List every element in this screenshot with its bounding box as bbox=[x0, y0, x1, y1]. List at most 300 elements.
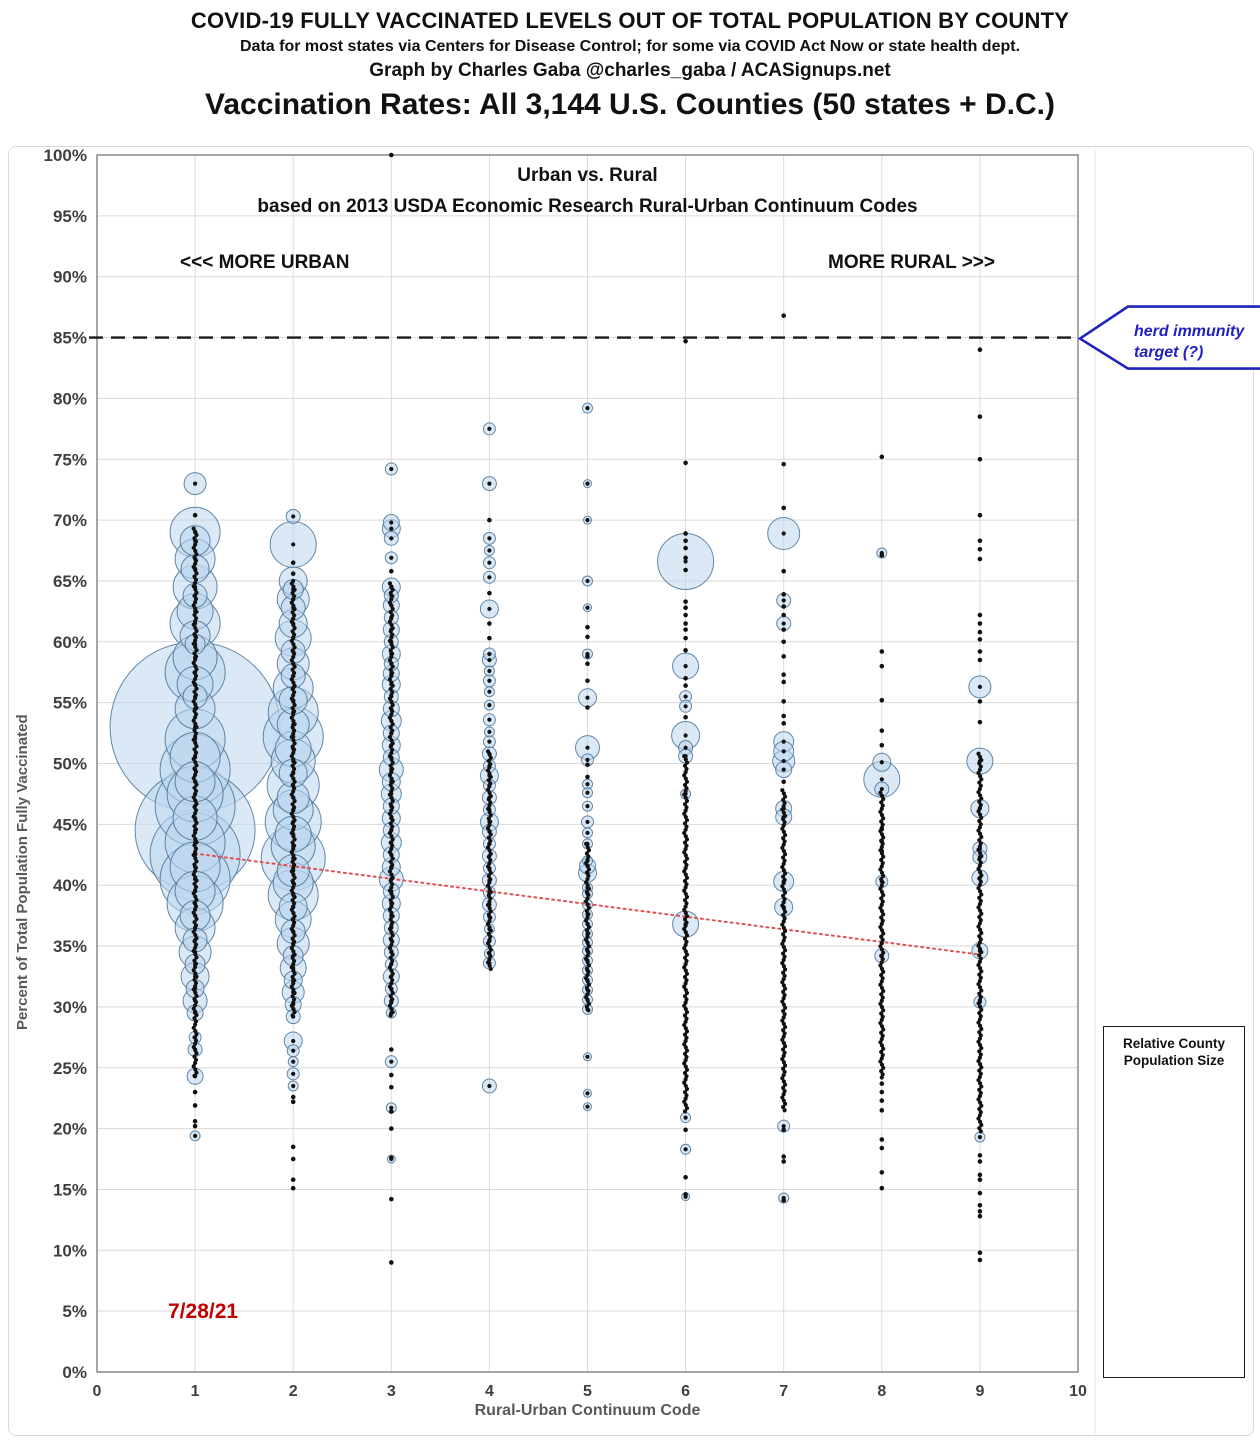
county-dot bbox=[880, 1075, 884, 1079]
bubble-center-dot bbox=[487, 669, 491, 673]
county-dot bbox=[683, 531, 688, 536]
bubble-center-dot bbox=[291, 698, 295, 702]
county-dot bbox=[781, 1154, 786, 1159]
county-dot bbox=[683, 676, 688, 681]
bubble-center-dot bbox=[193, 950, 197, 954]
county-dot bbox=[291, 1095, 296, 1100]
bubble-center-dot bbox=[291, 868, 295, 872]
y-tick-label: 75% bbox=[52, 450, 87, 470]
bubble-center-dot bbox=[389, 1106, 393, 1110]
bubble-center-dot bbox=[291, 1049, 295, 1053]
bubble-center-dot bbox=[389, 1157, 393, 1161]
bubble-center-dot bbox=[193, 1134, 197, 1138]
bubble-center-dot bbox=[782, 531, 786, 535]
bubble-center-dot bbox=[585, 1091, 589, 1095]
bubble-center-dot bbox=[487, 561, 491, 565]
bubble-center-dot bbox=[291, 929, 295, 933]
bubble-center-dot bbox=[978, 1000, 982, 1004]
county-dot bbox=[880, 728, 885, 733]
bubble-center-dot bbox=[487, 739, 491, 743]
bubble-center-dot bbox=[487, 536, 491, 540]
bubble-center-dot bbox=[291, 686, 295, 690]
x-tick-label: 0 bbox=[92, 1383, 102, 1400]
bubble-center-dot bbox=[193, 914, 197, 918]
herd-immunity-label-line2: target (?) bbox=[1134, 344, 1204, 361]
bubble-center-dot bbox=[389, 694, 393, 698]
county-dot bbox=[978, 1250, 983, 1255]
bubble-center-dot bbox=[193, 530, 197, 534]
bubble-center-dot bbox=[978, 876, 982, 880]
county-dot bbox=[880, 849, 885, 854]
bubble-center-dot bbox=[291, 893, 295, 897]
bubble-center-dot bbox=[291, 783, 295, 787]
county-dot bbox=[487, 636, 492, 641]
bubble-center-dot bbox=[291, 759, 295, 763]
bubble-center-dot bbox=[291, 1084, 295, 1088]
bubble-center-dot bbox=[684, 746, 688, 750]
bubble-center-dot bbox=[291, 771, 295, 775]
bubble-center-dot bbox=[291, 1002, 295, 1006]
bubble-center-dot bbox=[389, 1011, 393, 1015]
bubble-center-dot bbox=[389, 585, 393, 589]
bubble-center-dot bbox=[193, 901, 197, 905]
bubble-center-dot bbox=[291, 597, 295, 601]
bubble-center-dot bbox=[487, 427, 491, 431]
bubble-center-dot bbox=[193, 682, 197, 686]
county-dot bbox=[489, 967, 493, 971]
bubble-center-dot bbox=[487, 808, 491, 812]
county-dot bbox=[683, 599, 688, 604]
date-label: 7/28/21 bbox=[168, 1300, 239, 1323]
y-tick-label: 10% bbox=[52, 1241, 87, 1261]
bubble-center-dot bbox=[193, 1047, 197, 1051]
bubble-center-dot bbox=[389, 707, 393, 711]
county-dot bbox=[683, 1175, 688, 1180]
bubble-center-dot bbox=[585, 842, 589, 846]
bubble-center-dot bbox=[291, 820, 295, 824]
x-tick-label: 7 bbox=[779, 1383, 789, 1400]
x-tick-label: 5 bbox=[583, 1383, 592, 1400]
bubble-center-dot bbox=[782, 1196, 786, 1200]
y-tick-label: 100% bbox=[43, 146, 87, 165]
bubble-center-dot bbox=[193, 539, 197, 543]
bubble-center-dot bbox=[585, 1105, 589, 1109]
bubble-center-dot bbox=[585, 968, 589, 972]
bubble-center-dot bbox=[880, 760, 884, 764]
bubble-center-dot bbox=[585, 804, 589, 808]
county-dot bbox=[781, 640, 786, 645]
county-dot bbox=[979, 1129, 983, 1133]
county-dot bbox=[978, 637, 983, 642]
bubble-center-dot bbox=[782, 905, 786, 909]
bubble-center-dot bbox=[389, 828, 393, 832]
bubble-center-dot bbox=[389, 974, 393, 978]
county-dot bbox=[585, 678, 590, 683]
bubble-center-dot bbox=[291, 621, 295, 625]
bubble-center-dot bbox=[487, 679, 491, 683]
x-tick-label: 10 bbox=[1069, 1383, 1087, 1400]
bubble-center-dot bbox=[978, 949, 982, 953]
bubble-center-dot bbox=[193, 877, 197, 881]
bubble-center-dot bbox=[291, 1072, 295, 1076]
bubble-center-dot bbox=[291, 832, 295, 836]
bubble-center-dot bbox=[684, 1195, 688, 1199]
county-dot bbox=[880, 664, 885, 669]
bubble-center-dot bbox=[585, 988, 589, 992]
x-tick-label: 4 bbox=[484, 1383, 494, 1400]
county-dot bbox=[193, 1119, 198, 1124]
bubble-center-dot bbox=[978, 806, 982, 810]
county-dot bbox=[880, 1081, 885, 1086]
bubble-center-dot bbox=[291, 514, 295, 518]
county-dot bbox=[978, 720, 983, 725]
bubble-center-dot bbox=[291, 966, 295, 970]
county-dot bbox=[781, 699, 786, 704]
county-dot bbox=[683, 339, 688, 344]
bubble-center-dot bbox=[585, 746, 589, 750]
more-urban-annotation: <<< MORE URBAN bbox=[180, 252, 350, 273]
county-dot bbox=[389, 153, 394, 158]
y-tick-label: 25% bbox=[52, 1058, 87, 1078]
bubble-center-dot bbox=[291, 542, 295, 546]
bubble-center-dot bbox=[389, 662, 393, 666]
x-tick-label: 1 bbox=[190, 1383, 200, 1400]
county-dot bbox=[487, 591, 492, 596]
bubble-center-dot bbox=[389, 682, 393, 686]
bubble-center-dot bbox=[389, 767, 393, 771]
bubble-center-dot bbox=[782, 767, 786, 771]
bubble-center-dot bbox=[880, 787, 884, 791]
bubble-center-dot bbox=[193, 656, 197, 660]
bubble-center-dot bbox=[487, 866, 491, 870]
bubble-center-dot bbox=[389, 999, 393, 1003]
y-tick-label: 65% bbox=[52, 571, 87, 591]
bubble-center-dot bbox=[585, 940, 589, 944]
bubble-center-dot bbox=[291, 990, 295, 994]
bubble-center-dot bbox=[880, 954, 884, 958]
county-dot bbox=[781, 654, 786, 659]
bubble-center-dot bbox=[585, 820, 589, 824]
credit-line: Graph by Charles Gaba @charles_gaba / ACASignups.net bbox=[369, 60, 891, 81]
bubble-center-dot bbox=[782, 598, 786, 602]
y-tick-label: 35% bbox=[52, 937, 87, 957]
bubble-center-dot bbox=[193, 1035, 197, 1039]
bubble-center-dot bbox=[585, 922, 589, 926]
bubble-center-dot bbox=[389, 877, 393, 881]
bubble-center-dot bbox=[487, 854, 491, 858]
county-dot bbox=[781, 672, 786, 677]
bubble-center-dot bbox=[389, 853, 393, 857]
county-dot bbox=[585, 661, 590, 666]
bubble-center-dot bbox=[193, 557, 197, 561]
bubble-center-dot bbox=[291, 735, 295, 739]
county-dot bbox=[978, 1153, 983, 1158]
bubble-center-dot bbox=[389, 640, 393, 644]
y-tick-label: 85% bbox=[52, 328, 87, 348]
herd-immunity-label-line1: herd immunity bbox=[1134, 323, 1245, 340]
legend-title-line2: Population Size bbox=[1123, 1053, 1225, 1068]
bubble-center-dot bbox=[487, 703, 491, 707]
bubble-center-dot bbox=[880, 879, 884, 883]
y-tick-label: 5% bbox=[62, 1302, 87, 1322]
x-tick-label: 2 bbox=[288, 1383, 298, 1400]
bubble-center-dot bbox=[291, 662, 295, 666]
bubble-center-dot bbox=[585, 481, 589, 485]
bubble-center-dot bbox=[193, 567, 197, 571]
county-dot bbox=[683, 715, 688, 720]
bubble-center-dot bbox=[978, 759, 982, 763]
county-dot bbox=[978, 457, 983, 462]
bubble-center-dot bbox=[389, 556, 393, 560]
county-dot bbox=[781, 714, 786, 719]
bubble-center-dot bbox=[585, 871, 589, 875]
bubble-center-dot bbox=[389, 719, 393, 723]
county-dot bbox=[683, 627, 688, 632]
bubble-center-dot bbox=[487, 783, 491, 787]
county-dot bbox=[978, 547, 983, 552]
county-dot bbox=[389, 1197, 394, 1202]
bubble-center-dot bbox=[389, 467, 393, 471]
bubble-center-dot bbox=[291, 747, 295, 751]
bubble-center-dot bbox=[978, 685, 982, 689]
bubble-center-dot bbox=[585, 579, 589, 583]
county-dot bbox=[978, 538, 983, 543]
county-dot bbox=[389, 1260, 394, 1265]
county-dot bbox=[880, 839, 885, 844]
county-dot bbox=[683, 568, 688, 573]
county-dot bbox=[978, 649, 983, 654]
county-dot bbox=[585, 705, 590, 710]
county-dot bbox=[781, 313, 786, 318]
bubble-center-dot bbox=[291, 905, 295, 909]
county-dot bbox=[291, 1186, 296, 1191]
bubble-center-dot bbox=[684, 792, 688, 796]
bubble-center-dot bbox=[389, 731, 393, 735]
bubble-center-dot bbox=[389, 652, 393, 656]
bubble-center-dot bbox=[389, 792, 393, 796]
bubble-center-dot bbox=[487, 878, 491, 882]
bubble-center-dot bbox=[487, 752, 491, 756]
bubble-center-dot bbox=[684, 754, 688, 758]
population-size-legend bbox=[1103, 1026, 1245, 1378]
bubble-center-dot bbox=[487, 842, 491, 846]
bubble-center-dot bbox=[880, 777, 884, 781]
x-tick-label: 6 bbox=[681, 1383, 691, 1400]
bubble-center-dot bbox=[684, 1116, 688, 1120]
bubble-center-dot bbox=[487, 915, 491, 919]
county-dot bbox=[291, 1100, 296, 1105]
x-axis-title: Rural-Urban Continuum Code bbox=[474, 1402, 701, 1419]
y-tick-label: 30% bbox=[52, 997, 87, 1017]
bubble-center-dot bbox=[978, 855, 982, 859]
bubble-center-dot bbox=[291, 1060, 295, 1064]
county-dot bbox=[291, 571, 296, 576]
county-dot bbox=[389, 1047, 394, 1052]
county-dot bbox=[880, 1137, 885, 1142]
bubble-center-dot bbox=[389, 926, 393, 930]
county-dot bbox=[781, 721, 786, 726]
bubble-center-dot bbox=[291, 942, 295, 946]
bubble-center-dot bbox=[389, 603, 393, 607]
bubble-center-dot bbox=[389, 520, 393, 524]
bubble-center-dot bbox=[389, 628, 393, 632]
bubble-center-dot bbox=[193, 737, 197, 741]
bubble-center-dot bbox=[291, 674, 295, 678]
county-dot bbox=[683, 538, 688, 543]
x-tick-label: 3 bbox=[386, 1383, 396, 1400]
y-tick-label: 0% bbox=[62, 1363, 87, 1382]
legend-title-line1: Relative County bbox=[1122, 1036, 1226, 1051]
bubble-center-dot bbox=[684, 704, 688, 708]
y-tick-label: 60% bbox=[52, 632, 87, 652]
county-dot bbox=[781, 1159, 786, 1164]
bubble-center-dot bbox=[291, 917, 295, 921]
bubble-center-dot bbox=[585, 978, 589, 982]
bubble-center-dot bbox=[585, 1007, 589, 1011]
county-dot bbox=[193, 1103, 198, 1108]
bubble-center-dot bbox=[193, 593, 197, 597]
bubble-center-dot bbox=[684, 733, 688, 737]
county-dot bbox=[683, 636, 688, 641]
bubble-center-dot bbox=[389, 914, 393, 918]
bubble-center-dot bbox=[193, 999, 197, 1003]
bubble-center-dot bbox=[291, 710, 295, 714]
county-dot bbox=[291, 1157, 296, 1162]
bubble-center-dot bbox=[585, 997, 589, 1001]
y-tick-label: 40% bbox=[52, 876, 87, 896]
county-dot bbox=[781, 613, 786, 618]
x-tick-label: 9 bbox=[975, 1383, 985, 1400]
bubble-center-dot bbox=[487, 961, 491, 965]
bubble-center-dot bbox=[291, 636, 295, 640]
bubble-center-dot bbox=[291, 579, 295, 583]
bubble-center-dot bbox=[291, 722, 295, 726]
county-dot bbox=[880, 649, 885, 654]
county-dot bbox=[978, 1209, 983, 1214]
y-tick-label: 20% bbox=[52, 1119, 87, 1139]
bubble-center-dot bbox=[193, 926, 197, 930]
bubble-center-dot bbox=[193, 841, 197, 845]
county-dot bbox=[487, 518, 492, 523]
bubble-center-dot bbox=[193, 962, 197, 966]
x-tick-label: 8 bbox=[877, 1383, 887, 1400]
county-dot bbox=[978, 347, 983, 352]
county-dot bbox=[193, 513, 198, 518]
bubble-center-dot bbox=[389, 889, 393, 893]
county-dot bbox=[880, 1146, 885, 1151]
more-rural-annotation: MORE RURAL >>> bbox=[828, 252, 995, 273]
county-dot bbox=[585, 635, 590, 640]
county-dot bbox=[880, 1090, 885, 1095]
bubble-center-dot bbox=[684, 694, 688, 698]
county-dot bbox=[978, 1214, 983, 1219]
bubble-center-dot bbox=[193, 725, 197, 729]
bubble-center-dot bbox=[389, 816, 393, 820]
bubble-center-dot bbox=[585, 406, 589, 410]
plot-title: Urban vs. Rural bbox=[517, 165, 658, 186]
county-dot bbox=[781, 779, 786, 784]
bubble-center-dot bbox=[585, 949, 589, 953]
bubble-center-dot bbox=[487, 774, 491, 778]
bubble-center-dot bbox=[585, 758, 589, 762]
county-dot bbox=[683, 648, 688, 653]
county-dot bbox=[291, 1145, 296, 1150]
county-dot bbox=[978, 1159, 983, 1164]
bubble-center-dot bbox=[782, 759, 786, 763]
bubble-center-dot bbox=[193, 780, 197, 784]
county-dot bbox=[683, 1128, 688, 1133]
bubble-center-dot bbox=[193, 755, 197, 759]
bubble-center-dot bbox=[487, 652, 491, 656]
bubble-center-dot bbox=[585, 886, 589, 890]
bubble-center-dot bbox=[487, 1084, 491, 1088]
y-tick-label: 45% bbox=[52, 815, 87, 835]
county-dot bbox=[978, 1203, 983, 1208]
bubble-center-dot bbox=[585, 782, 589, 786]
bubble-center-dot bbox=[978, 847, 982, 851]
county-dot bbox=[880, 1098, 885, 1103]
bubble-center-dot bbox=[487, 820, 491, 824]
bubble-center-dot bbox=[880, 551, 884, 555]
county-dot bbox=[291, 1177, 296, 1182]
bubble-center-dot bbox=[782, 739, 786, 743]
bubble-center-dot bbox=[193, 585, 197, 589]
bubble-center-dot bbox=[291, 881, 295, 885]
bubble-center-dot bbox=[487, 730, 491, 734]
county-dot bbox=[978, 1191, 983, 1196]
bubble-center-dot bbox=[585, 912, 589, 916]
bubble-center-dot bbox=[193, 804, 197, 808]
county-dot bbox=[781, 462, 786, 467]
bubble-center-dot bbox=[193, 974, 197, 978]
plot-subtitle: based on 2013 USDA Economic Research Rural-Urban Continuum Codes bbox=[257, 196, 918, 217]
bubble-center-dot bbox=[193, 670, 197, 674]
bubble-center-dot bbox=[585, 859, 589, 863]
county-dot bbox=[585, 625, 590, 630]
bubble-center-dot bbox=[193, 634, 197, 638]
county-dot bbox=[487, 621, 492, 626]
legend-title bbox=[1104, 1035, 1244, 1069]
bubble-center-dot bbox=[487, 658, 491, 662]
county-dot bbox=[978, 1173, 983, 1178]
county-dot bbox=[781, 506, 786, 511]
bubble-center-dot bbox=[389, 938, 393, 942]
bubble-center-dot bbox=[291, 808, 295, 812]
bubble-center-dot bbox=[193, 621, 197, 625]
bubble-center-dot bbox=[585, 1055, 589, 1059]
county-dot bbox=[880, 827, 885, 832]
county-dot bbox=[978, 630, 983, 635]
bubble-center-dot bbox=[193, 609, 197, 613]
bubble-center-dot bbox=[585, 959, 589, 963]
bubble-center-dot bbox=[585, 696, 589, 700]
y-tick-label: 80% bbox=[52, 389, 87, 409]
main-title: COVID-19 FULLY VACCINATED LEVELS OUT OF TOTAL POPULATION BY COUNTY bbox=[190, 8, 1070, 33]
data-source-subtitle: Data for most states via Centers for Disease Control; for some via COVID Act Now or state health dept. bbox=[239, 38, 1021, 55]
bubble-center-dot bbox=[487, 481, 491, 485]
bubble-center-dot bbox=[585, 606, 589, 610]
county-dot bbox=[389, 1073, 394, 1078]
bubble-center-dot bbox=[291, 606, 295, 610]
county-dot bbox=[978, 658, 983, 663]
county-dot bbox=[978, 699, 983, 704]
bubble-center-dot bbox=[389, 671, 393, 675]
bubble-center-dot bbox=[291, 587, 295, 591]
county-dot bbox=[683, 683, 688, 688]
bubble-center-dot bbox=[193, 987, 197, 991]
county-dot bbox=[880, 698, 885, 703]
county-dot bbox=[783, 1108, 787, 1112]
